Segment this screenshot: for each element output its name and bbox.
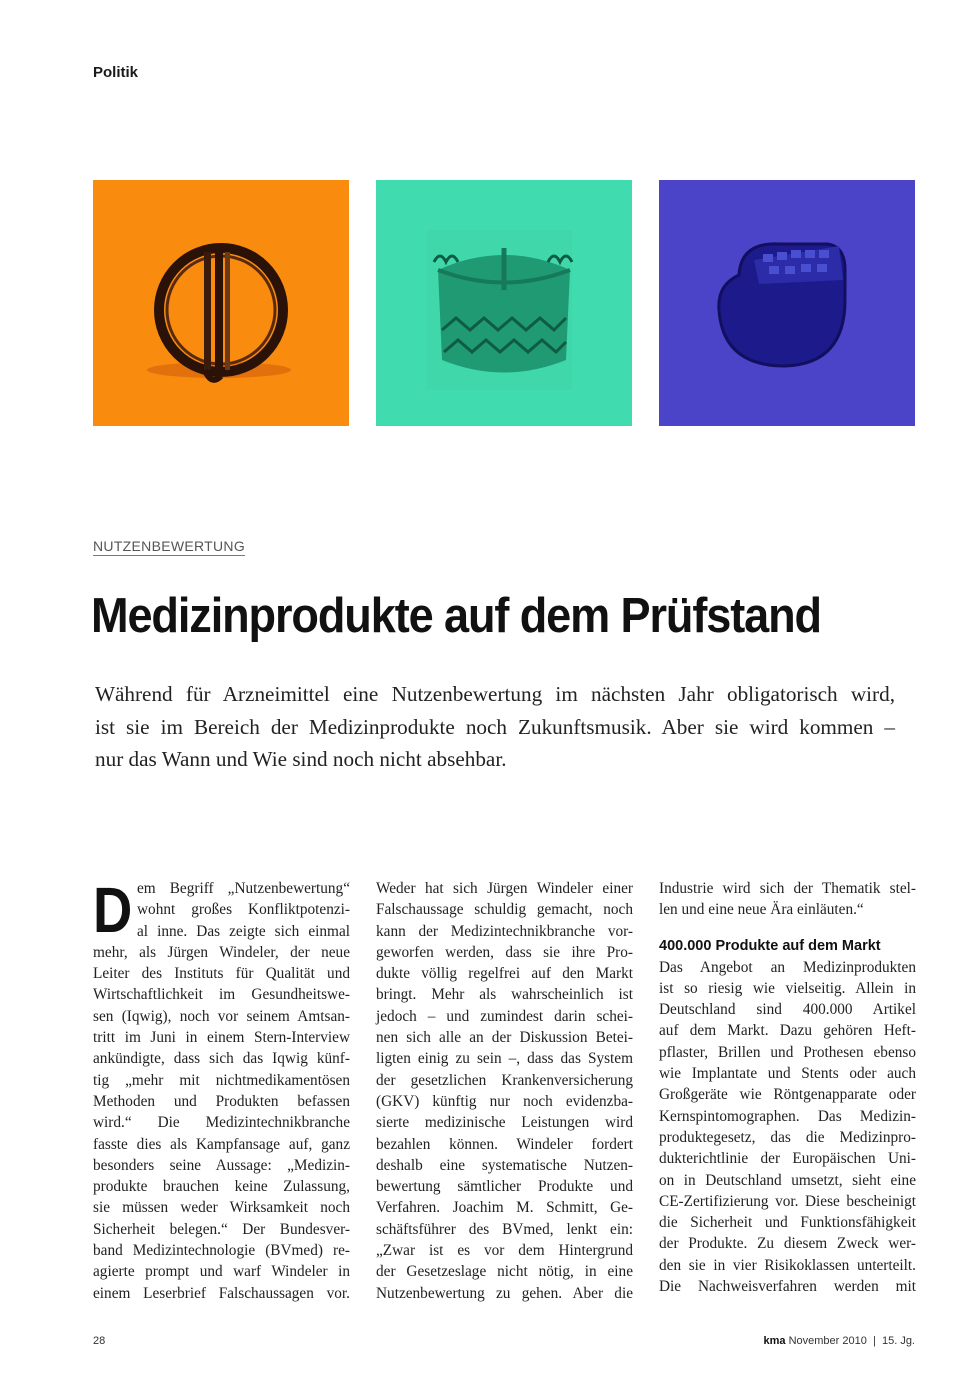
text-line: besonders seine Aussage: „Medizin-	[93, 1156, 350, 1174]
text-line: wie Implantate und Stents oder auch	[659, 1065, 916, 1083]
text-line: Nutzenbewertung zu gehen. Aber die	[376, 1284, 633, 1302]
text-column-3	[659, 878, 916, 1297]
text-line: bezahlen können. Windeler fordert	[376, 1135, 633, 1153]
text-line: sierte medizinische Leistungen wird	[376, 1114, 633, 1132]
text-line: jedoch – und zumindest darin schei-	[376, 1007, 633, 1025]
text-line: Kernspintomographen. Das Medizin-	[659, 1107, 916, 1125]
text-line: deshalb eine systematische Nutzen-	[376, 1156, 633, 1174]
text-line: Deutschland sind 400.000 Artikel	[659, 1001, 916, 1019]
text-line: wohnt großes Konfliktpotenzi-	[137, 901, 350, 919]
image-stent-valve	[376, 180, 632, 426]
text-line: al inne. Das zeigte sich einmal	[137, 922, 350, 940]
text-line: der Gesetzeslage nicht nötig, in eine	[376, 1263, 633, 1281]
text-line: len und eine neue Ära einläuten.“	[659, 901, 864, 919]
page-title: Medizinprodukte auf dem Prüfstand	[91, 589, 821, 643]
pacemaker-icon	[659, 180, 915, 426]
text-line: ist so riesig wie vielseitig. Allein in	[659, 979, 916, 997]
text-line: em Begriff „Nutzenbewertung“	[137, 880, 350, 897]
text-line: den sie in vier Risikoklassen unterteilt.	[659, 1256, 916, 1274]
text-line: sie müssen weder Wirksamkeit noch	[93, 1199, 350, 1217]
text-line: produktegesetz, das die Medizinpro-	[659, 1128, 916, 1146]
kicker: NUTZENBEWERTUNG	[93, 538, 246, 554]
text-line: der gesetzlichen Krankenversicherung	[376, 1071, 633, 1089]
text-line: band Medizintechnologie (BVmed) re-	[93, 1242, 350, 1260]
text-line: nen sich alle an der Diskussion Betei-	[376, 1029, 633, 1047]
text-line: der Produkte. Zu diesem Zweck wer-	[659, 1235, 916, 1253]
text-line: tig „mehr mit nichtmedikamentösen	[93, 1071, 350, 1089]
footer-separator: |	[872, 1335, 876, 1347]
text-line: agierte prompt und warf Windeler in	[93, 1263, 350, 1281]
text-line: (GKV) künftig nur noch evidenzba-	[376, 1092, 633, 1110]
image-heart-valve	[93, 180, 349, 426]
text-line: Methoden und Produkten befassen	[93, 1092, 350, 1110]
text-line: Wirtschaftlichkeit im Gesundheitswe-	[93, 986, 350, 1004]
text-line: die Sicherheit und Funktionsfähigkeit	[659, 1214, 916, 1232]
text-line: fasste dies als Kampfansage auf, ganz	[93, 1135, 350, 1153]
footer-issue-info	[763, 1335, 915, 1347]
text-column-1	[93, 874, 350, 1304]
lead-line: nur das Wann und Wie sind noch nicht absehbar.	[95, 747, 507, 771]
text-line: Industrie wird sich der Thematik stel-	[659, 880, 916, 897]
issue-date: November 2010	[788, 1335, 867, 1347]
text-line: einem Leserbrief Falschaussagen vor.	[93, 1284, 350, 1302]
text-line: on in Deutschland umsetzt, sieht eine	[659, 1171, 916, 1189]
text-line: Großgeräte wie Röntgenapparate oder	[659, 1086, 916, 1104]
text-line: schäftsführer des BVmed, lenkt ein:	[376, 1220, 633, 1238]
text-line: bringt. Mehr als wahrscheinlich ist	[376, 986, 633, 1004]
heart-valve-ring-icon	[93, 180, 349, 426]
page-number: 28	[93, 1335, 106, 1347]
lead-paragraph	[95, 678, 895, 776]
text-line: Die Nachweisverfahren werden mit	[659, 1278, 916, 1296]
text-line: pflaster, Brillen und Prothesen ebenso	[659, 1043, 916, 1061]
text-line: ankündigte, dass sich das Iqwig künf-	[93, 1050, 350, 1068]
text-line: Leiter des Instituts für Qualität und	[93, 965, 350, 983]
text-line: auf dem Markt. Dazu gehören Heft-	[659, 1022, 916, 1040]
section-label: Politik	[93, 64, 139, 81]
image-pacemaker	[659, 180, 915, 426]
text-column-2	[376, 878, 633, 1304]
volume-number: 15. Jg.	[881, 1335, 915, 1347]
text-line: tritt im Juni in einem Stern-Interview	[93, 1029, 350, 1047]
subheading: 400.000 Produkte auf dem Markt	[659, 937, 881, 954]
text-line: kann der Medizintechnikbranche vor-	[376, 922, 633, 940]
lead-line: ist sie im Bereich der Medizinprodukte noch Zukunftsmusik. Aber sie wird kommen –	[95, 714, 895, 739]
text-line: Das Angebot an Medizinprodukten	[659, 958, 916, 976]
text-line: mehr, als Jürgen Windeler, der neue	[93, 943, 350, 961]
text-line: Sicherheit belegen.“ Der Bundesver-	[93, 1220, 350, 1238]
text-line: dukte völlig regelfrei auf den Markt	[376, 965, 633, 983]
stent-valve-icon	[376, 180, 632, 426]
text-line: Weder hat sich Jürgen Windeler einer	[376, 880, 633, 897]
text-line: „Zwar ist es vor dem Hintergrund	[376, 1242, 633, 1260]
text-line: Falschaussage schuldig gemacht, noch	[376, 901, 633, 919]
text-line: sen (Iqwig), noch vor seinem Amtsan-	[93, 1007, 350, 1025]
text-line: ligten einig zu sein –, dass das System	[376, 1050, 633, 1068]
magazine-logo: kma	[763, 1335, 786, 1347]
text-line: bewertung sämtlicher Produkte und	[376, 1178, 633, 1196]
text-line: Verfahren. Joachim M. Schmitt, Ge-	[376, 1199, 633, 1217]
lead-line: Während für Arzneimittel eine Nutzenbewertung im nächsten Jahr obligatorisch wird,	[95, 682, 895, 706]
text-line: geworfen werden, dass sie ihre Pro-	[376, 943, 633, 961]
text-line: wird.“ Die Medizintechnikbranche	[93, 1114, 350, 1132]
text-line: CE-Zertifizierung vor. Diese bescheinigt	[659, 1192, 916, 1210]
text-line: produkte brauchen keine Zulassung,	[93, 1178, 350, 1196]
drop-cap: D	[93, 874, 133, 946]
text-line: dukterichtlinie der Europäischen Uni-	[659, 1150, 916, 1168]
